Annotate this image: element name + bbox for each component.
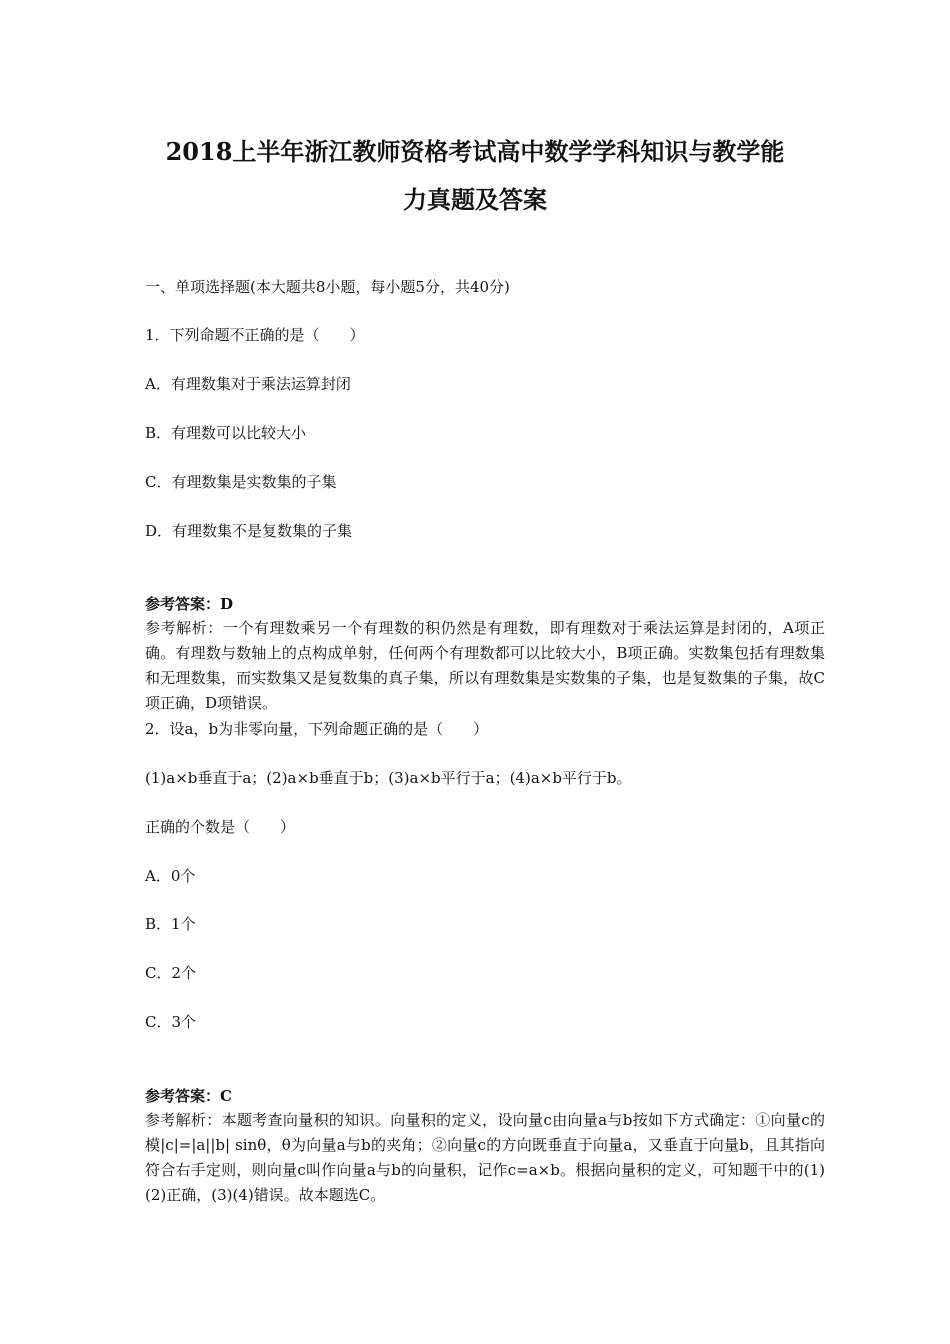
question-2-option-a: A．0个 [145, 867, 196, 885]
question-2-answer: 参考答案：C [145, 1087, 232, 1105]
question-1-answer: 参考答案：D [145, 595, 234, 613]
document-title-line-1: 2018上半年浙江教师资格考试高中数学学科知识与教学能 [165, 137, 785, 166]
question-1-analysis: 参考解析：一个有理数乘另一个有理数的积仍然是有理数，即有理数对于乘法运算是封闭的，A项正确。有理数与数轴上的点构成单射，任何两个有理数都可以比较大小，B项正确。实数集包括有理数集和无理数集，而实数集又是复数集的真子集，所以有理数集是实数集的子集，也是复数集的子集，故C项正确，D项错误。 [145, 619, 825, 712]
question-1-option-d: D．有理数集不是复数集的子集 [145, 522, 353, 540]
question-1-option-a: A．有理数集对于乘法运算封闭 [145, 375, 351, 393]
document-title-line-2: 力真题及答案 [403, 185, 547, 214]
section-heading: 一、单项选择题(本大题共8小题，每小题5分，共40分) [145, 278, 510, 296]
question-2-prompt: 正确的个数是（ ） [145, 818, 296, 836]
question-2-option-b: B．1个 [145, 915, 196, 933]
question-2-stem: 2．设a，b为非零向量，下列命题正确的是（ ） [145, 720, 489, 738]
question-2-analysis: 参考解析：本题考查向量积的知识。向量积的定义，设向量c由向量a与b按如下方式确定：①向量c的模|c|=|a||b| sinθ，θ为向量a与b的夹角；②向量c的方向既垂直于向量a，又垂直于向量b，且其指向符合右手定则，则向量c叫作向量a与b的向量积，记作c=a×b。根据向量积的定义，可知题干中的(1)(2)正确，(3)(4)错误。故本题选C。 [145, 1111, 825, 1204]
question-1-option-b: B．有理数可以比较大小 [145, 424, 307, 442]
question-2-option-c: C．2个 [145, 964, 197, 982]
question-2-option-d: C．3个 [145, 1013, 197, 1031]
question-1-option-c: C．有理数集是实数集的子集 [145, 473, 337, 491]
question-1-stem: 1．下列命题不正确的是（ ） [145, 326, 365, 344]
question-2-statement: (1)a×b垂直于a；(2)a×b垂直于b；(3)a×b平行于a；(4)a×b平行于b。 [145, 769, 632, 787]
